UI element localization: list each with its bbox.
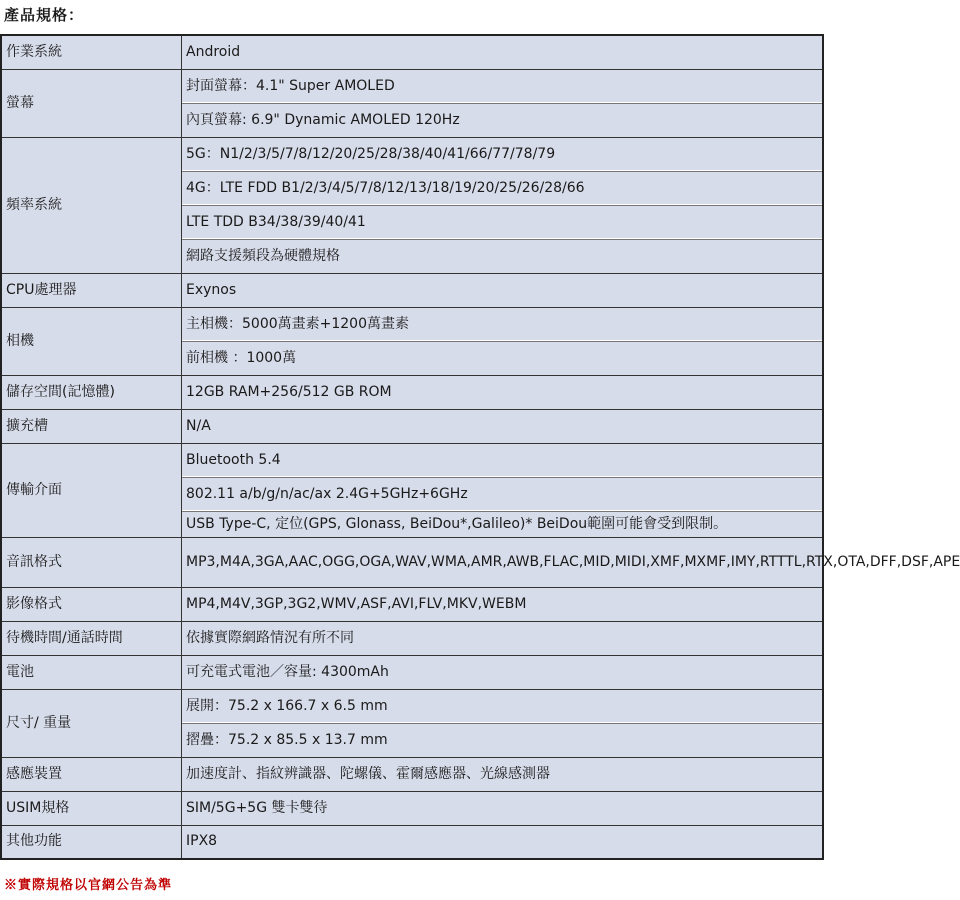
spec-value: IPX8	[182, 825, 824, 859]
spec-value: Bluetooth 5.4	[182, 443, 824, 477]
spec-label: 感應裝置	[1, 757, 182, 791]
spec-value: 5G：N1/2/3/5/7/8/12/20/25/28/38/40/41/66/77/78/79	[182, 137, 824, 171]
spec-label: USIM規格	[1, 791, 182, 825]
spec-row	[1, 443, 823, 477]
spec-row	[1, 791, 823, 825]
spec-label: 相機	[1, 307, 182, 375]
spec-row	[1, 825, 823, 859]
spec-value: 摺疊：75.2 x 85.5 x 13.7 mm	[182, 723, 824, 757]
spec-value: 展開：75.2 x 166.7 x 6.5 mm	[182, 689, 824, 723]
spec-label: 音訊格式	[1, 537, 182, 587]
spec-row	[1, 409, 823, 443]
spec-row	[1, 537, 823, 587]
spec-value: 4G：LTE FDD B1/2/3/4/5/7/8/12/13/18/19/20/25/26/28/66	[182, 171, 824, 205]
spec-label: 待機時間/通話時間	[1, 621, 182, 655]
spec-row	[1, 35, 823, 69]
spec-value: 可充電式電池／容量: 4300mAh	[182, 655, 824, 689]
spec-value: Android	[182, 35, 824, 69]
spec-label: 其他功能	[1, 825, 182, 859]
spec-value: MP3,M4A,3GA,AAC,OGG,OGA,WAV,WMA,AMR,AWB,FLAC,MID,MIDI,XMF,MXMF,IMY,RTTTL,RTX,OTA,DFF,DSF,APE	[182, 537, 824, 587]
spec-value: 802.11 a/b/g/n/ac/ax 2.4G+5GHz+6GHz	[182, 477, 824, 511]
spec-label: 儲存空間(記憶體)	[1, 375, 182, 409]
spec-value: 主相機：5000萬畫素+1200萬畫素	[182, 307, 824, 341]
spec-value: 內頁螢幕: 6.9" Dynamic AMOLED 120Hz	[182, 103, 824, 137]
spec-label: 影像格式	[1, 587, 182, 621]
spec-value: 封面螢幕：4.1" Super AMOLED	[182, 69, 824, 103]
spec-label: CPU處理器	[1, 273, 182, 307]
spec-value: Exynos	[182, 273, 824, 307]
spec-value: SIM/5G+5G 雙卡雙待	[182, 791, 824, 825]
spec-table-body	[1, 35, 960, 859]
spec-row	[1, 273, 823, 307]
footnote: ※實際規格以官網公告為準	[4, 878, 173, 893]
spec-label: 傳輸介面	[1, 443, 182, 537]
spec-label: 擴充槽	[1, 409, 182, 443]
spec-row	[1, 375, 823, 409]
spec-row	[1, 757, 823, 791]
spec-row	[1, 655, 823, 689]
spec-value: MP4,M4V,3GP,3G2,WMV,ASF,AVI,FLV,MKV,WEBM	[182, 587, 824, 621]
spec-value: 前相機 ：1000萬	[182, 341, 824, 375]
spec-row	[1, 69, 823, 103]
spec-label: 頻率系統	[1, 137, 182, 273]
spec-value: 依據實際網路情況有所不同	[182, 621, 824, 655]
spec-value: LTE TDD B34/38/39/40/41	[182, 205, 824, 239]
spec-row	[1, 689, 823, 723]
spec-row	[1, 307, 823, 341]
spec-label: 電池	[1, 655, 182, 689]
spec-label: 尺寸/ 重量	[1, 689, 182, 757]
spec-value: 網路支援頻段為硬體規格	[182, 239, 824, 273]
spec-row	[1, 621, 823, 655]
spec-label: 螢幕	[1, 69, 182, 137]
page-heading: 產品規格：	[4, 6, 85, 24]
spec-value: 12GB RAM+256/512 GB ROM	[182, 375, 824, 409]
spec-value: 加速度計、指紋辨識器、陀螺儀、霍爾感應器、光線感測器	[182, 757, 824, 791]
spec-table	[0, 34, 960, 860]
spec-label: 作業系統	[1, 35, 182, 69]
spec-row	[1, 137, 823, 171]
spec-value: USB Type-C, 定位(GPS, Glonass, BeiDou*,Galileo)* BeiDou範圍可能會受到限制。	[182, 511, 824, 537]
spec-row	[1, 587, 823, 621]
spec-value: N/A	[182, 409, 824, 443]
